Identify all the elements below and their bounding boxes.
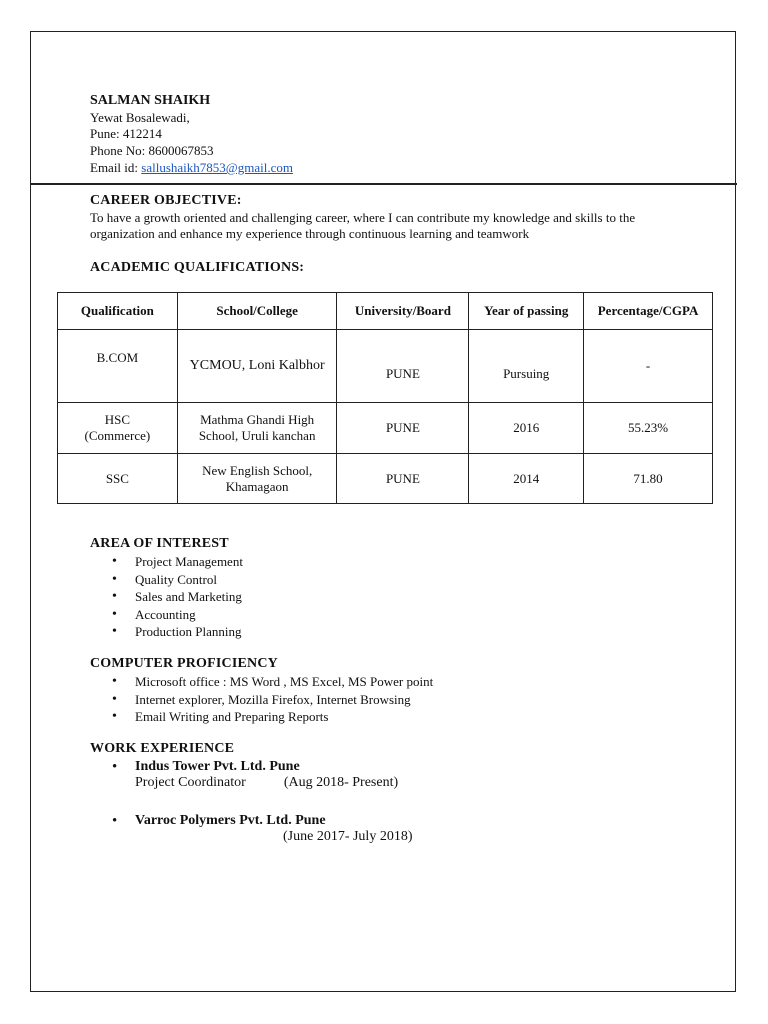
computer-list <box>90 673 433 726</box>
address-line2: Pune: 412214 <box>90 126 162 141</box>
career-heading: CAREER OBJECTIVE: <box>90 193 242 208</box>
job-period: (Aug 2018- Present) <box>283 775 399 790</box>
computer-heading: COMPUTER PROFICIENCY <box>90 656 278 671</box>
interest-list <box>90 553 243 641</box>
cell-year: Pursuing <box>469 330 584 403</box>
job-item <box>90 813 413 845</box>
table-row <box>58 403 713 454</box>
job-role: Project Coordinator <box>135 775 246 790</box>
academic-table <box>57 292 713 504</box>
list-item: • Production Planning <box>90 623 243 641</box>
list-item: • Microsoft office : MS Word , MS Excel, MS Power point <box>90 673 433 691</box>
candidate-name: SALMAN SHAIKH <box>90 93 211 108</box>
list-item: • Sales and Marketing <box>90 588 243 606</box>
list-item: • Project Management <box>90 553 243 571</box>
cell-percentage: 71.80 <box>584 454 713 504</box>
cell-university: PUNE <box>337 330 469 403</box>
col-header-school: School/College <box>177 293 337 330</box>
cell-year: 2016 <box>469 403 584 454</box>
col-header-year: Year of passing <box>469 293 584 330</box>
col-header-qualification: Qualification <box>58 293 178 330</box>
cell-year: 2014 <box>469 454 584 504</box>
list-item: • Email Writing and Preparing Reports <box>90 708 433 726</box>
email-label: Email id: <box>90 160 142 175</box>
list-item: • Quality Control <box>90 571 243 589</box>
work-list <box>90 759 413 845</box>
email-link[interactable]: sallushaikh7853@gmail.com <box>141 160 293 175</box>
interest-heading: AREA OF INTEREST <box>90 536 229 551</box>
cell-school: New English School, Khamagaon <box>177 454 337 504</box>
table-header-row <box>58 293 713 330</box>
cell-percentage: 55.23% <box>584 403 713 454</box>
cell-university: PUNE <box>337 403 469 454</box>
header-divider <box>31 183 737 185</box>
career-line1: To have a growth oriented and challenging career, where I can contribute my knowledge and skills to the <box>90 210 636 225</box>
job-item <box>90 759 413 791</box>
academic-heading: ACADEMIC QUALIFICATIONS: <box>90 260 305 275</box>
col-header-percentage: Percentage/CGPA <box>584 293 713 330</box>
cell-percentage: - <box>584 330 713 403</box>
cell-qualification: B.COM <box>58 330 178 403</box>
list-item: • Internet explorer, Mozilla Firefox, Internet Browsing <box>90 691 433 709</box>
table-row <box>58 454 713 504</box>
job-company: • Varroc Polymers Pvt. Ltd. Pune <box>135 813 326 828</box>
cell-university: PUNE <box>337 454 469 504</box>
col-header-university: University/Board <box>337 293 469 330</box>
job-period: (June 2017- July 2018) <box>283 829 413 844</box>
cell-school: YCMOU, Loni Kalbhor <box>177 330 337 403</box>
cell-school: Mathma Ghandi High School, Uruli kanchan <box>177 403 337 454</box>
cell-qualification: HSC (Commerce) <box>58 403 178 454</box>
table-row <box>58 330 713 403</box>
job-details <box>135 775 413 791</box>
email-line <box>90 160 293 176</box>
job-company: • Indus Tower Pvt. Ltd. Pune <box>135 759 300 774</box>
cell-qualification: SSC <box>58 454 178 504</box>
address-line1: Yewat Bosalewadi, <box>90 110 190 125</box>
phone-number: Phone No: 8600067853 <box>90 143 214 158</box>
career-line2: organization and enhance my experience through continuous learning and teamwork <box>90 226 530 241</box>
career-text <box>90 210 710 242</box>
work-heading: WORK EXPERIENCE <box>90 741 235 756</box>
list-item: • Accounting <box>90 606 243 624</box>
